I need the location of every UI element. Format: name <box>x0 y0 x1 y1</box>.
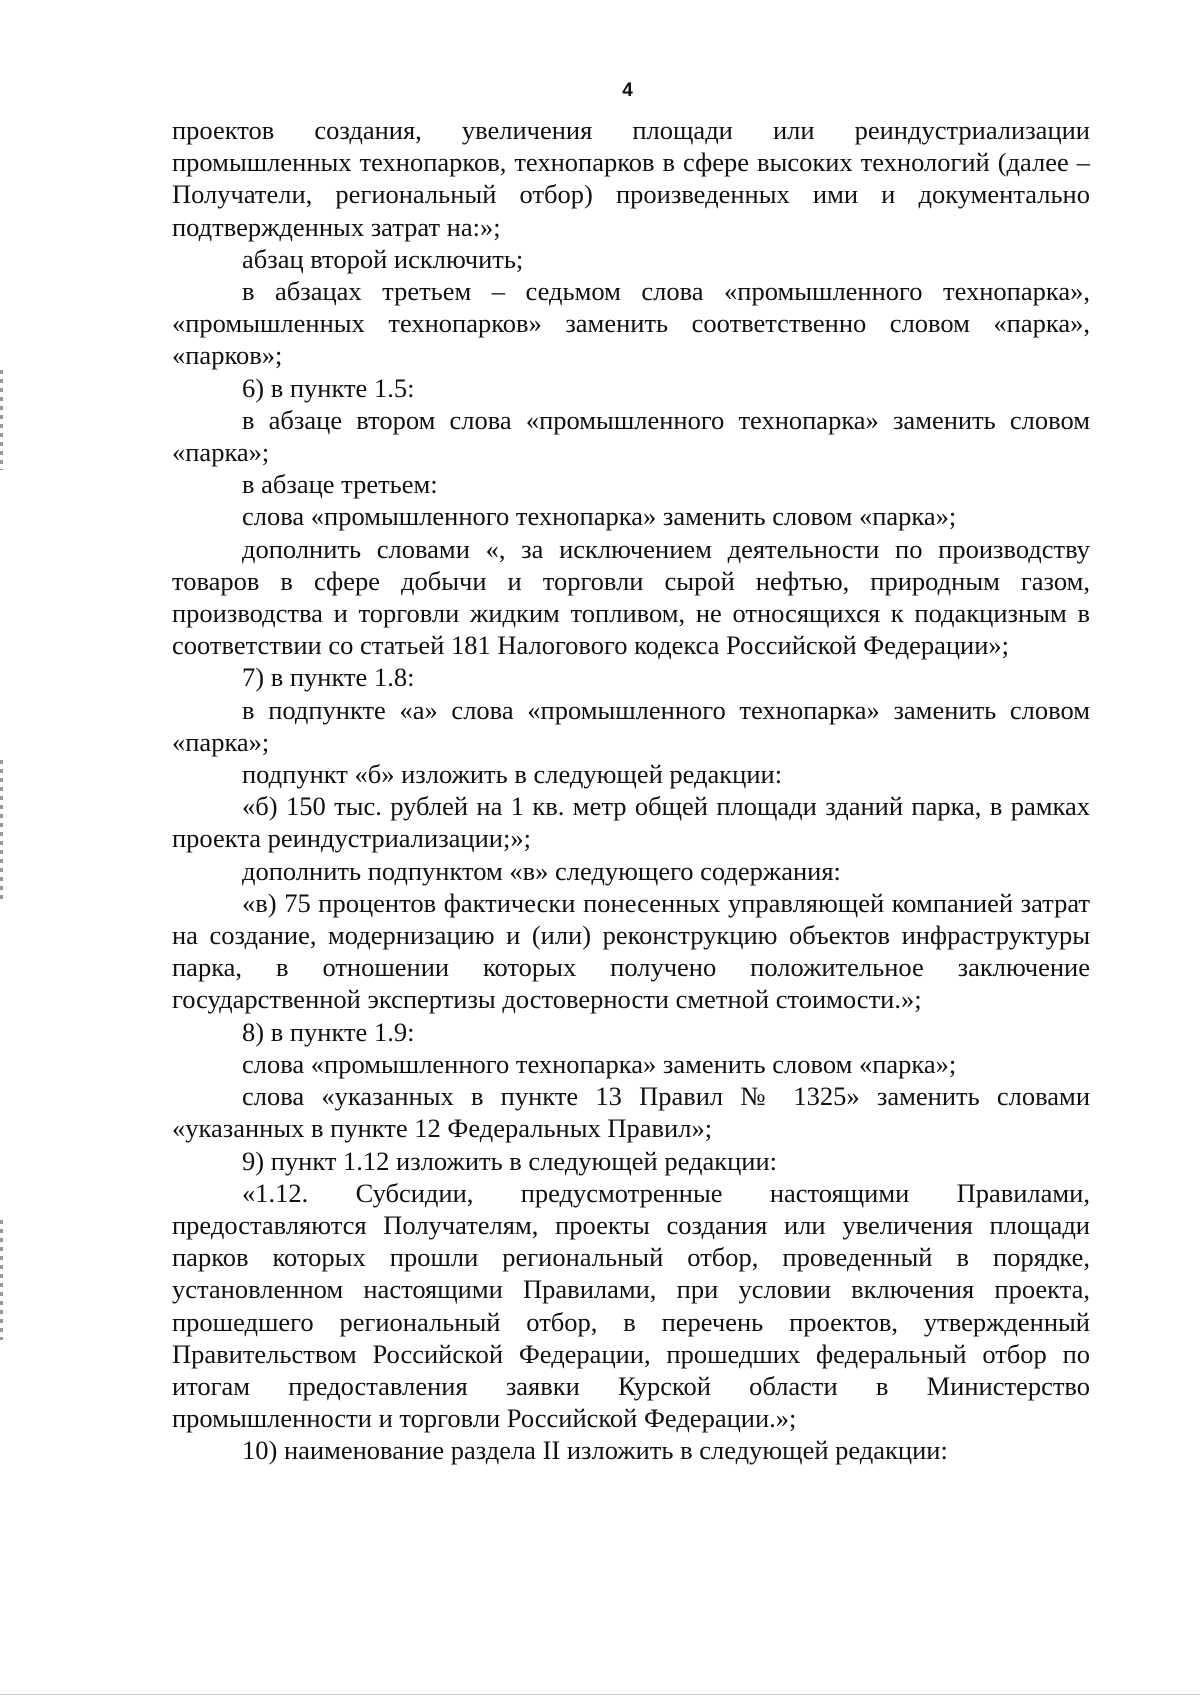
scan-edge-mark <box>0 760 3 900</box>
paragraph: в абзаце третьем: <box>242 469 438 500</box>
paragraph: слова «указанных в пункте 13 Правил № 1325» заменить словами «указанных в пункте 12 Федеральных Правил»; <box>172 1081 1090 1144</box>
paragraph: слова «промышленного технопарка» заменить словом «парка»; <box>242 501 957 532</box>
document-body <box>172 114 1090 1467</box>
paragraph: в абзаце втором слова «промышленного технопарка» заменить словом «парка»; <box>172 404 1090 468</box>
page-number: 4 <box>622 80 633 101</box>
scan-edge-mark <box>0 1220 3 1340</box>
paragraph: подпункт «б» изложить в следующей редакции: <box>242 759 783 790</box>
paragraph: дополнить словами «, за исключением деятельности по производству товаров в сфере добычи и торговли сырой нефтью, природным газом, производства и торговли жидким топливом, не относящихся к подакцизным в соответствии со статьей 181 Налогового кодекса Российской Федерации»; <box>172 533 1090 661</box>
paragraph: 7) в пункте 1.8: <box>242 662 415 693</box>
paragraph: в абзацах третьем – седьмом слова «промышленного технопарка», «промышленных технопарков» заменить соответственно словом «парка», «парков»; <box>172 276 1090 371</box>
paragraph: «в) 75 процентов фактически понесенных управляющей компанией затрат на создание, модернизацию и (или) реконструкцию объектов инфраструктуры парка, в отношении которых получено положительное заключение государственной экспертизы достоверности сметной стоимости.»; <box>172 887 1090 1015</box>
paragraph: «1.12. Субсидии, предусмотренные настоящими Правилами, предоставляются Получателям, проекты создания или увеличения площади парков которых прошли региональный отбор, проведенный в порядке, установленном настоящими Правилами, при условии включения проекта, прошедшего региональный отбор, в перечень проектов, утвержденный Правительством Российской Федерации, прошедших федеральный отбор по итогам предоставления заявки Курской области в Министерство промышленности и торговли Российской Федерации.»; <box>172 1177 1090 1434</box>
scan-edge-line <box>0 1694 1200 1695</box>
paragraph: абзац второй исключить; <box>242 243 524 274</box>
paragraph: 8) в пункте 1.9: <box>242 1016 415 1047</box>
paragraph: слова «промышленного технопарка» заменить словом «парка»; <box>242 1048 957 1079</box>
paragraph: дополнить подпунктом «в» следующего содержания: <box>242 855 841 886</box>
paragraph: 9) пункт 1.12 изложить в следующей редакции: <box>242 1145 778 1176</box>
paragraph: в подпункте «а» слова «промышленного технопарка» заменить словом «парка»; <box>172 694 1090 757</box>
scan-edge-mark <box>0 370 3 470</box>
paragraph: 10) наименование раздела II изложить в следующей редакции: <box>242 1435 948 1466</box>
paragraph: «б) 150 тыс. рублей на 1 кв. метр общей площади зданий парка, в рамках проекта реиндустриализации;»; <box>172 791 1090 854</box>
paragraph: 6) в пункте 1.5: <box>242 372 415 403</box>
paragraph: проектов создания, увеличения площади или реиндустриализации промышленных технопарков, технопарков в сфере высоких технологий (далее – Получатели, региональный отбор) произведенных ими и документально подтвержденных затрат на:»; <box>172 115 1090 242</box>
